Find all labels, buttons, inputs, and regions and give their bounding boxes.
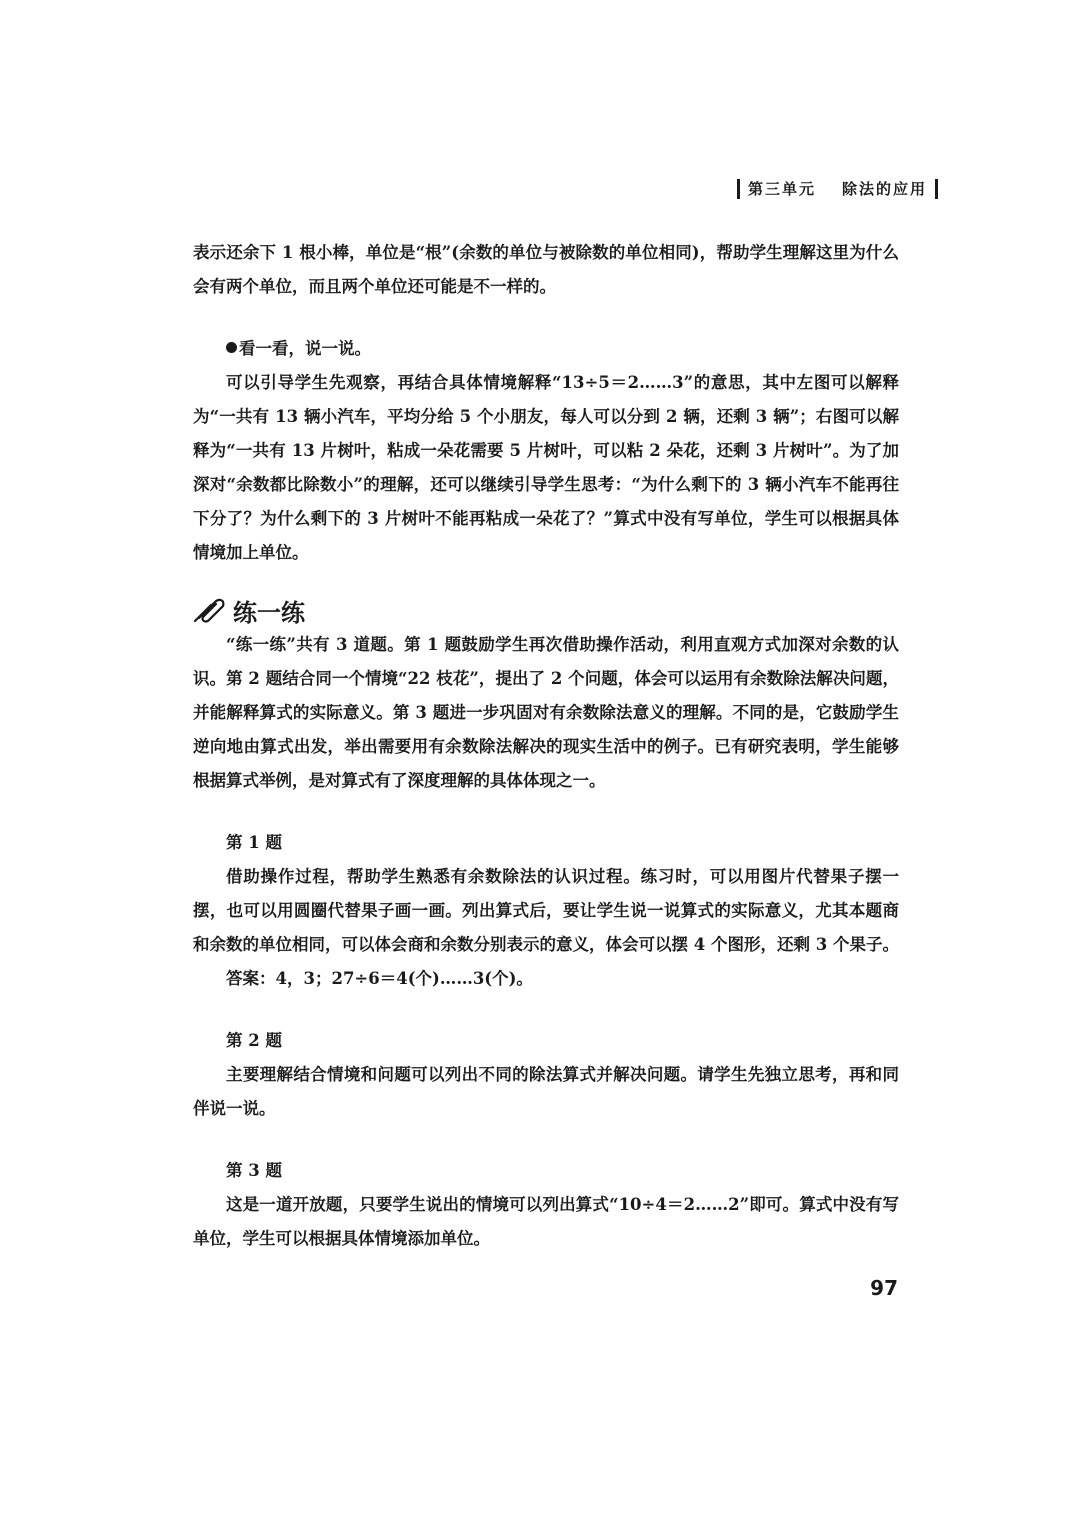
- look-say-paragraph: 可以引导学生先观察，再结合具体情境解释“13÷5＝2……3”的意思，其中左图可以解释为“一共有 13 辆小汽车，平均分给 5 个小朋友，每人可以分到 2 辆，还剩 3 辆”；右图可以解释为“一共有 13 片树叶，粘成一朵花需要 5 片树叶，可以粘 2 朵花，还剩 3 片树叶”。为了加深对“余数都比除数小”的理解，还可以继续引导学生思考：“为什么剩下的 3 辆小汽车不能再往下分了？为什么剩下的 3 片树叶不能再粘成一朵花了？”算式中没有写单位，学生可以根据具体情境加上单位。: [193, 373, 899, 562]
- practice-title-text: 练一练: [233, 598, 305, 627]
- q1-heading: 第 1 题: [226, 833, 282, 852]
- header-title: 除法的应用: [841, 180, 927, 198]
- look-say-heading-text: 看一看，说一说。: [239, 339, 371, 358]
- q3-paragraph: 这是一道开放题，只要学生说出的情境可以列出算式“10÷4＝2……2”即可。算式中没有写单位，学生可以根据具体情境添加单位。: [193, 1195, 899, 1248]
- q1-answer: 答案：4，3；27÷6＝4(个)……3(个)。: [226, 969, 533, 988]
- running-header: [737, 178, 938, 199]
- intro-paragraph: 表示还余下 1 根小棒，单位是“根”(余数的单位与被除数的单位相同)，帮助学生理解这里为什么会有两个单位，而且两个单位还可能是不一样的。: [193, 243, 899, 296]
- practice-intro-paragraph: “练一练”共有 3 道题。第 1 题鼓励学生再次借助操作活动，利用直观方式加深对余数的认识。第 2 题结合同一个情境“22 枝花”，提出了 2 个问题，体会可以运用有余数除法解决问题，并能解释算式的实际意义。第 3 题进一步巩固对有余数除法意义的理解。不同的是，它鼓励学生逆向地由算式出发，举出需要用有余数除法解决的现实生活中的例子。已有研究表明，学生能够根据算式举例，是对算式有了深度理解的具体体现之一。: [193, 635, 899, 790]
- q2-heading: 第 2 题: [226, 1031, 282, 1050]
- q2-paragraph: 主要理解结合情境和问题可以列出不同的除法算式并解决问题。请学生先独立思考，再和同伴说一说。: [193, 1065, 899, 1118]
- header-right-bar: [935, 179, 938, 199]
- practice-section-title: [193, 592, 899, 628]
- paperclip-icon: [193, 596, 229, 624]
- page-number: 97: [870, 1276, 898, 1300]
- q3-heading: 第 3 题: [226, 1161, 282, 1180]
- page-content: [193, 236, 899, 1256]
- filled-circle-icon: [226, 342, 237, 353]
- look-say-heading: [193, 332, 899, 366]
- header-left-bar: [737, 179, 740, 199]
- q1-paragraph: 借助操作过程，帮助学生熟悉有余数除法的认识过程。练习时，可以用图片代替果子摆一摆，也可以用圆圈代替果子画一画。列出算式后，要让学生说一说算式的实际意义，尤其本题商和余数的单位相同，可以体会商和余数分别表示的意义，体会可以摆 4 个图形，还剩 3 个果子。: [193, 867, 899, 954]
- header-unit: 第三单元: [747, 180, 816, 198]
